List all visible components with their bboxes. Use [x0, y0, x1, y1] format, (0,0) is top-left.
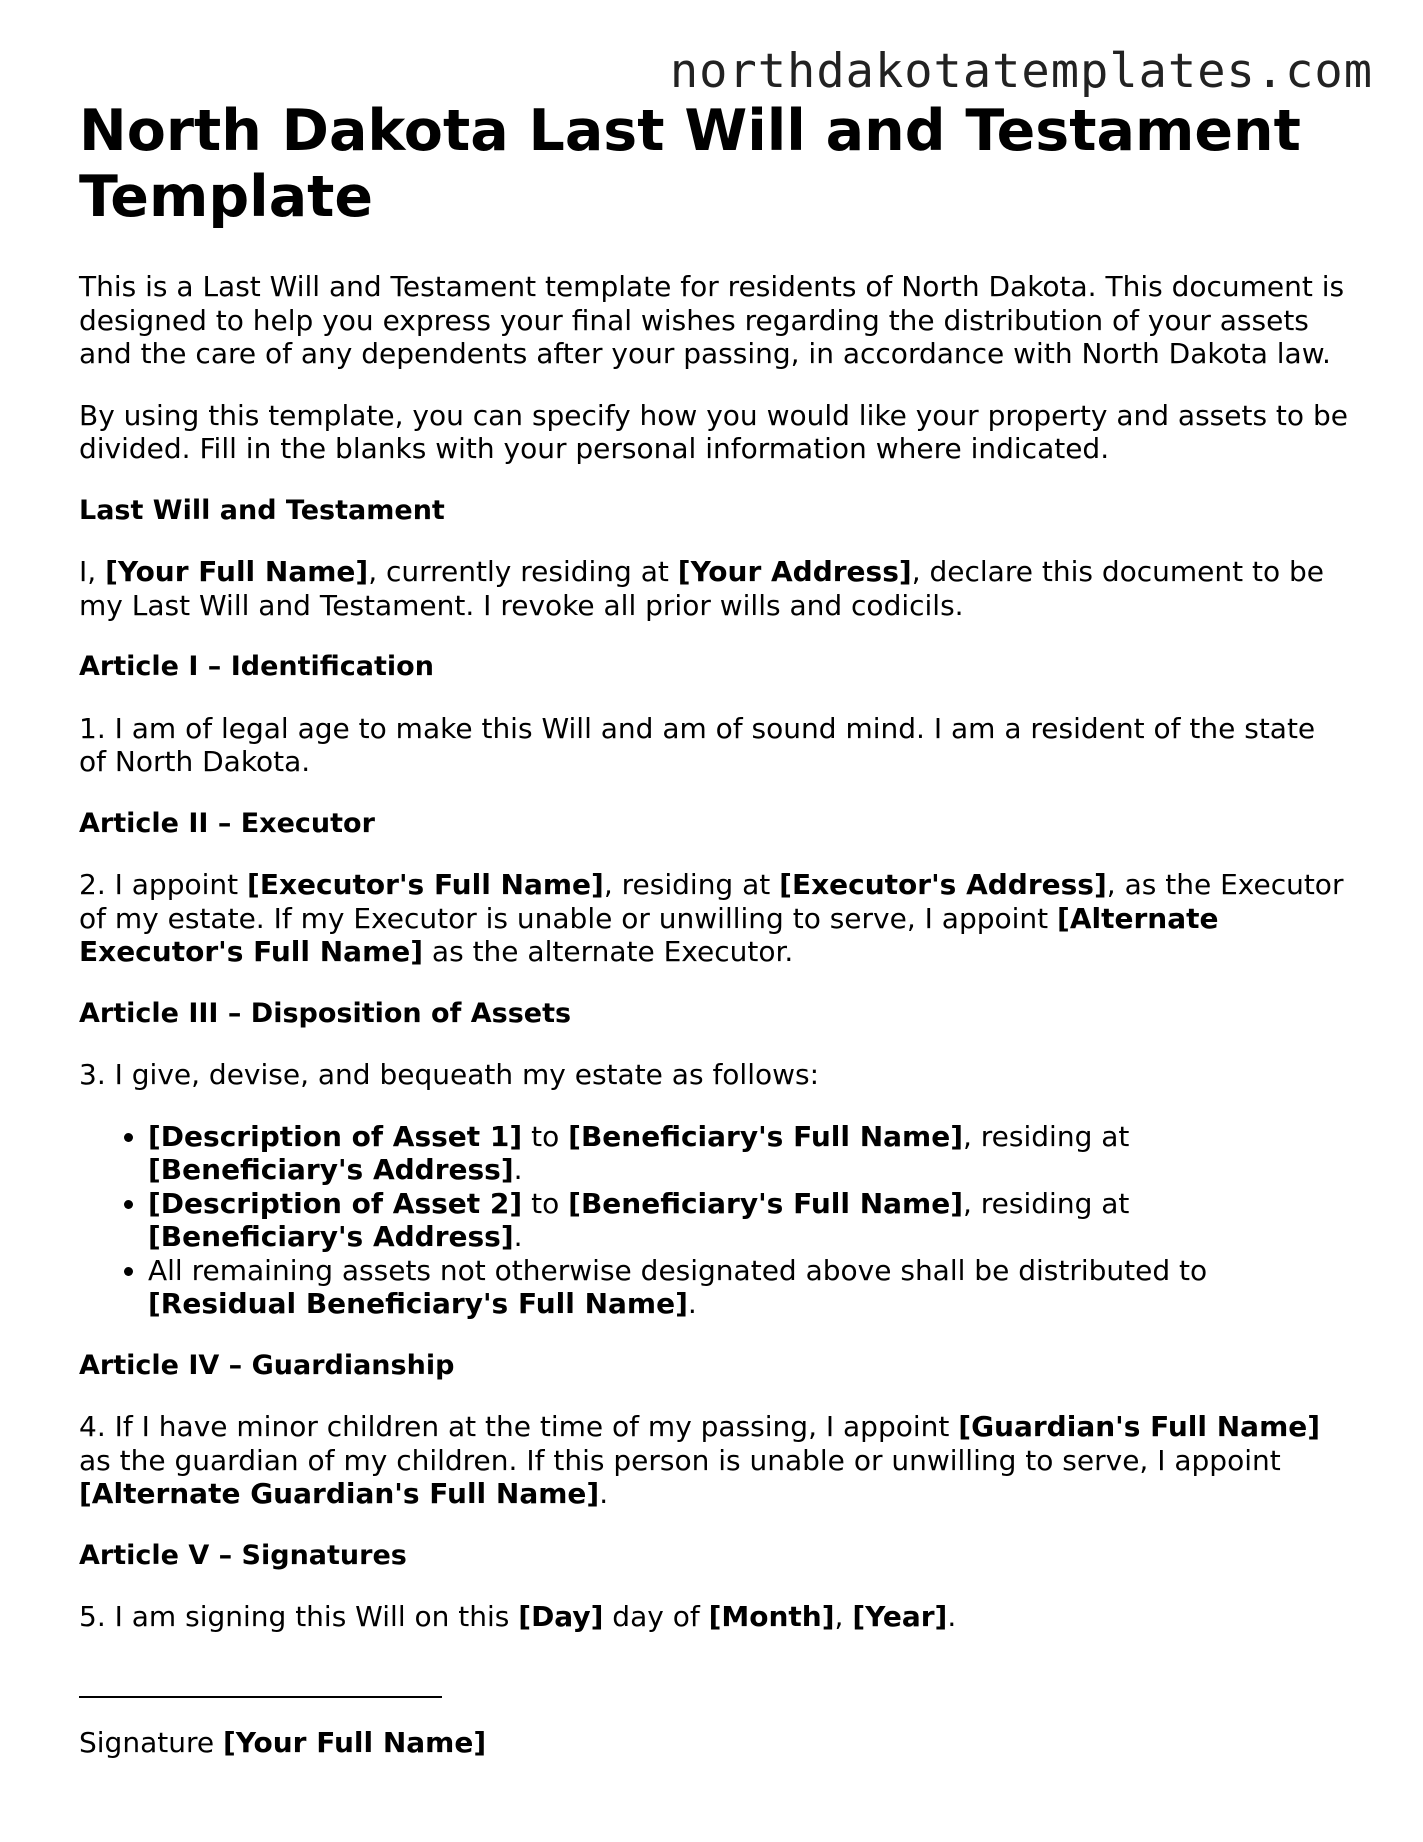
article-2-text: 2. I appoint	[79, 868, 248, 901]
declaration-name-placeholder: [Your Full Name]	[105, 555, 369, 588]
asset-text: .	[513, 1153, 523, 1186]
signature-label: Signature	[79, 1725, 223, 1759]
day-placeholder: [Day]	[518, 1600, 604, 1633]
intro-paragraph-2: By using this template, you can specify how you would like your property and assets to be divided. Fill in the blanks with your personal information where indicated.	[79, 398, 1348, 465]
article-5-heading: Article V – Signatures	[79, 1539, 407, 1571]
article-2-text: , as the Executor of my estate. If my Executor is unable or unwilling to serve, I appoint	[79, 868, 1344, 935]
article-2-paragraph	[79, 868, 1349, 969]
list-item	[148, 1187, 1349, 1254]
document-body	[79, 98, 1349, 1787]
article-5-text: .	[947, 1600, 957, 1633]
alternate-guardian-placeholder: [Alternate Guardian's Full Name]	[79, 1477, 600, 1510]
asset-text: to	[522, 1186, 569, 1220]
beneficiary-name-placeholder: [Beneficiary's Full Name]	[568, 1186, 963, 1220]
declaration-text: , currently residing at	[368, 555, 678, 588]
article-1-heading: Article I – Identification	[79, 651, 434, 682]
article-4-paragraph	[79, 1410, 1349, 1511]
signature-line	[79, 1696, 442, 1698]
article-5-paragraph	[79, 1600, 1349, 1634]
residual-text: .	[687, 1287, 697, 1320]
beneficiary-name-placeholder: [Beneficiary's Full Name]	[568, 1119, 963, 1153]
article-4-text: as the guardian of my children. If this person is unable or unwilling to serve, I appoint	[79, 1443, 1281, 1477]
month-placeholder: [Month]	[708, 1600, 835, 1633]
signature-caption	[79, 1726, 1349, 1760]
will-heading: Last Will and Testament	[79, 494, 445, 526]
list-item	[148, 1254, 1349, 1321]
signature-name-placeholder: [Your Full Name]	[222, 1725, 487, 1759]
alternate-executor-placeholder: [Alternate Executor's Full Name]	[79, 901, 1219, 968]
article-4-text: .	[599, 1477, 609, 1510]
asset-list	[79, 1120, 1349, 1321]
asset-placeholder: [Description of Asset 2]	[148, 1186, 523, 1220]
executor-address-placeholder: [Executor's Address]	[779, 868, 1107, 901]
declaration-address-placeholder: [Your Address]	[677, 555, 912, 588]
asset-text: , residing at	[962, 1186, 1130, 1220]
intro-paragraph-1: This is a Last Will and Testament template for residents of North Dakota. This document is designed to help you express your final wishes regarding the distribution of your assets and the care of any dependents after your passing, in accordance with North Dakota law.	[79, 270, 1345, 370]
asset-text: to	[522, 1119, 569, 1153]
residual-beneficiary-placeholder: [Residual Beneficiary's Full Name]	[148, 1287, 688, 1320]
declaration-text: , declare this document to be my Last Will and Testament. I revoke all prior wills and codicils.	[79, 555, 1325, 622]
page-title: North Dakota Last Will and Testament Template	[79, 98, 1301, 230]
asset-text: , residing at	[962, 1119, 1130, 1153]
list-item	[148, 1120, 1349, 1187]
article-1-text: 1. I am of legal age to make this Will and am of sound mind. I am a resident of the state of North Dakota.	[79, 711, 1316, 778]
beneficiary-address-placeholder: [Beneficiary's Address]	[148, 1153, 514, 1186]
article-2-text: as the alternate Executor.	[423, 935, 794, 968]
guardian-name-placeholder: [Guardian's Full Name]	[958, 1410, 1321, 1443]
asset-placeholder: [Description of Asset 1]	[148, 1119, 523, 1153]
article-5-text: day of	[603, 1600, 709, 1633]
article-3-heading: Article III – Disposition of Assets	[79, 997, 572, 1029]
article-4-text: 4. If I have minor children at the time of my passing, I appoint	[79, 1410, 959, 1443]
article-5-text: ,	[834, 1600, 853, 1633]
article-2-heading: Article II – Executor	[79, 807, 375, 839]
executor-name-placeholder: [Executor's Full Name]	[247, 868, 604, 901]
residual-text: All remaining assets not otherwise designated above shall be distributed to	[148, 1253, 1208, 1287]
beneficiary-address-placeholder: [Beneficiary's Address]	[148, 1220, 514, 1253]
article-2-text: , residing at	[603, 868, 780, 901]
asset-text: .	[513, 1220, 523, 1253]
article-4-heading: Article IV – Guardianship	[79, 1349, 455, 1381]
declaration-paragraph	[79, 555, 1349, 622]
site-watermark: northdakotatemplates.com	[669, 44, 1373, 99]
article-5-text: 5. I am signing this Will on this	[79, 1600, 519, 1633]
year-placeholder: [Year]	[852, 1600, 948, 1633]
declaration-text: I,	[79, 555, 106, 588]
article-3-text: 3. I give, devise, and bequeath my estate as follows:	[79, 1058, 820, 1091]
